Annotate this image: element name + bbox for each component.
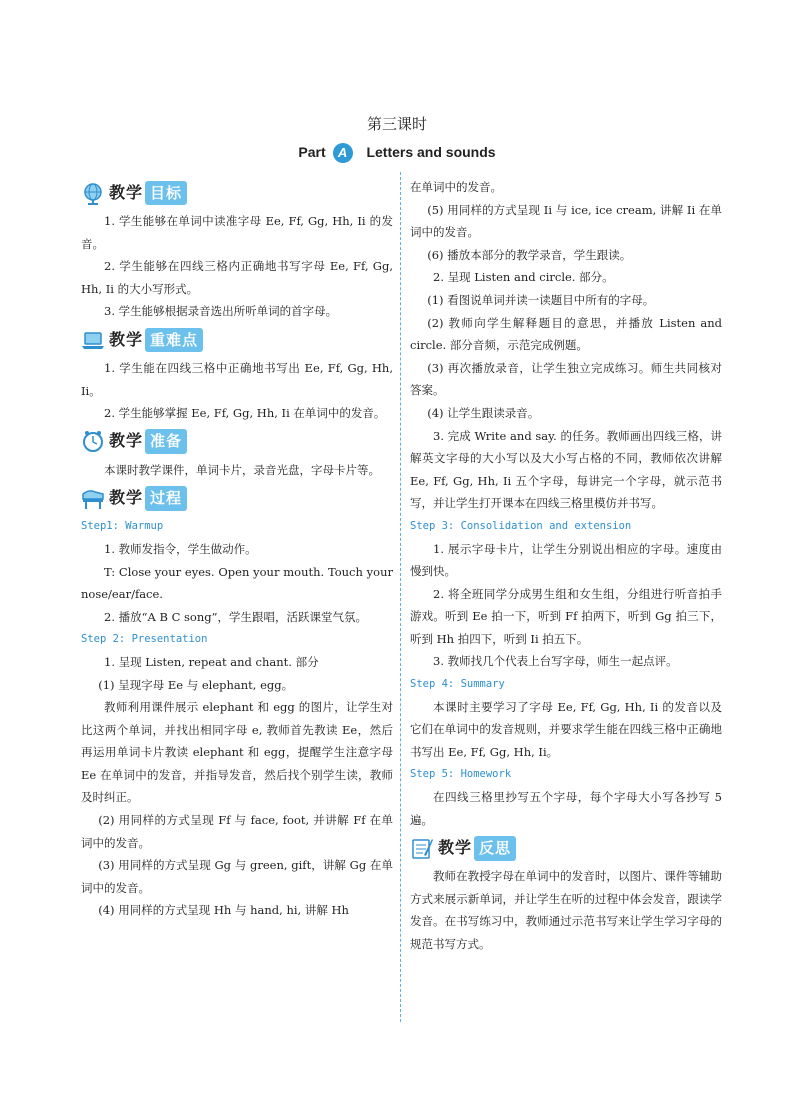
step-4-text: 本课时主要学习了字母 Ee, Ff, Gg, Hh, Ii 的发音以及它们在单词中的发音规则，并要求学生能在四线三格中正确地书写出 Ee, Ff, Gg, Hh, Ii。 [410, 699, 722, 759]
section-process [81, 483, 393, 513]
section-title-a: 教学 [438, 837, 473, 857]
step-5-heading: Step 5: Homework [410, 768, 512, 781]
section-title-b: 重难点 [145, 328, 203, 353]
process-item: (2) 教师向学生解释题目的意思，并播放 Listen and circle. 部分音频，示范完成例题。 [410, 315, 722, 353]
section-title-b: 过程 [145, 486, 187, 511]
process-item: 3. 完成 Write and say. 的任务。教师画出四线三格，讲解英文字母的大小写以及大小写占格的不同，教师依次讲解 Ee, Ff, Gg, Hh, Ii 五个字母，每讲完一个字母，就示范书写，并让学生打开课本在四线三格里模仿并书写。 [410, 428, 722, 511]
section-reflect [410, 833, 722, 863]
globe-icon [81, 181, 105, 205]
step-2-item: (2) 用同样的方式呈现 Ff 与 face, foot, 并讲解 Ff 在单词中的发音。 [81, 813, 393, 850]
process-item: (4) 让学生跟读录音。 [427, 405, 540, 420]
column-divider [400, 172, 401, 1022]
section-prep [81, 427, 393, 457]
step-1-item: 1. 教师发指令，学生做动作。 [104, 541, 257, 556]
part-title: Letters and sounds [366, 144, 496, 160]
laptop-icon [81, 328, 105, 352]
piano-icon [81, 486, 105, 510]
section-goals [81, 178, 393, 208]
part-heading [0, 143, 794, 163]
section-title-b: 反思 [474, 836, 516, 861]
step-1-item: 2. 播放“A B C song”，学生跟唱，活跃课堂气氛。 [104, 609, 367, 624]
clock-icon [81, 430, 105, 454]
section-keypoints [81, 325, 393, 355]
goal-3: 3. 学生能够根据录音选出所听单词的首字母。 [104, 304, 338, 319]
part-label: Part [298, 144, 326, 160]
step-3-item: 3. 教师找几个代表上台写字母，师生一起点评。 [433, 654, 678, 669]
page-title: 第三课时 [366, 115, 427, 133]
section-title-a: 教学 [109, 329, 144, 349]
prep-text: 本课时教学课件，单词卡片，录音光盘，字母卡片等。 [104, 462, 380, 477]
step-2-heading: Step 2: Presentation [81, 633, 208, 646]
section-title-b: 目标 [145, 181, 187, 206]
step-3-item: 1. 展示字母卡片，让学生分别说出相应的字母。速度由慢到快。 [410, 541, 722, 579]
step-2-item: (1) 呈现字母 Ee 与 elephant, egg。 [98, 677, 294, 692]
step-1-item: T: Close your eyes. Open your mouth. Touch your nose/ear/face. [81, 564, 393, 602]
section-title-a: 教学 [109, 431, 144, 451]
reflect-text: 教师在教授字母在单词中的发音时，以图片、课件等辅助方式来展示新单词，并让学生在听的过程中体会发音，跟读学发音。在书写练习中，教师通过示范书写来让学生学习字母的规范书写方式。 [410, 869, 722, 951]
section-title-a: 教学 [109, 182, 144, 202]
notepad-icon [410, 836, 434, 860]
part-badge: A [333, 143, 353, 163]
step-2-item: 1. 呈现 Listen, repeat and chant. 部分 [104, 654, 319, 669]
process-item: (5) 用同样的方式呈现 Ii 与 ice, ice cream, 讲解 Ii 在单词中的发音。 [410, 202, 722, 240]
step-2-item: (4) 用同样的方式呈现 Hh 与 hand, hi, 讲解 Hh [98, 903, 349, 918]
right-column [410, 176, 722, 956]
goal-2: 2. 学生能够在四线三格内正确地书写字母 Ee, Ff, Gg, Hh, Ii 的大小写形式。 [81, 259, 393, 296]
section-title-a: 教学 [109, 488, 144, 508]
left-column [81, 176, 393, 922]
section-title-b: 准备 [145, 429, 187, 454]
process-item: (3) 再次播放录音，让学生独立完成练习。师生共同核对答案。 [410, 360, 722, 398]
step-2-item: (3) 用同样的方式呈现 Gg 与 green, gift，讲解 Gg 在单词中的发音。 [81, 858, 393, 895]
step-3-heading: Step 3: Consolidation and extension [410, 519, 632, 532]
keypoint-2: 2. 学生能够掌握 Ee, Ff, Gg, Hh, Ii 在单词中的发音。 [104, 406, 386, 421]
step-1-heading: Step1: Warmup [81, 520, 164, 533]
process-item: (1) 看图说单词并读一读题目中所有的字母。 [427, 292, 655, 307]
step-3-item: 2. 将全班同学分成男生组和女生组，分组进行听音拍手游戏。听到 Ee 拍一下，听到 Ff 拍两下，听到 Gg 拍三下，听到 Hh 拍四下，听到 Ii 拍五下。 [410, 586, 722, 646]
keypoint-1: 1. 学生能在四线三格中正确地书写出 Ee, Ff, Gg, Hh, Ii。 [81, 360, 393, 398]
process-item: (6) 播放本部分的教学录音，学生跟读。 [427, 247, 632, 262]
step-2-item: 教师利用课件展示 elephant 和 egg 的图片，让学生对比这两个单词，并找出相同字母 e, 教师首先教读 Ee，然后再运用单词卡片教读 elephant 和 egg，提醒学生注意字母 Ee 在单词中的发音，并指导发音，然后找个别学生读，教师及时纠正。 [81, 700, 393, 805]
process-item: 2. 呈现 Listen and circle. 部分。 [433, 270, 614, 285]
step-4-heading: Step 4: Summary [410, 678, 505, 691]
goal-1: 1. 学生能够在单词中读准字母 Ee, Ff, Gg, Hh, Ii 的发音。 [81, 214, 393, 251]
continued-text: 在单词中的发音。 [410, 180, 502, 194]
step-5-text: 在四线三格里抄写五个字母，每个字母大小写各抄写 5 遍。 [410, 790, 722, 827]
